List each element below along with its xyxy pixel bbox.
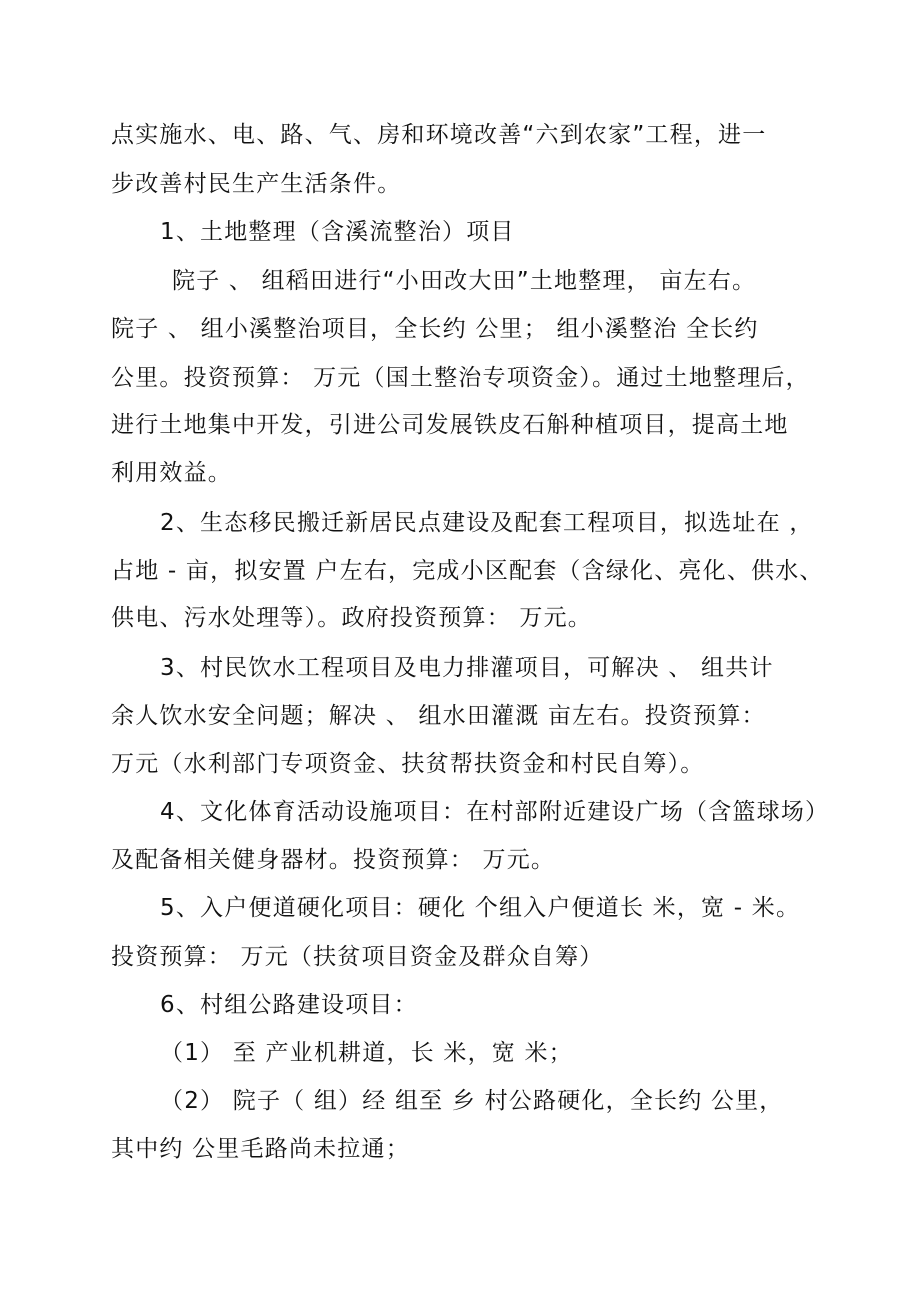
- text-line: 院子 、 组稻田进行“小田改大田”土地整理， 亩左右。: [172, 268, 757, 294]
- text-line: 4、文化体育活动设施项目：在村部附近建设广场（含篮球场）: [160, 799, 830, 825]
- text-line: 占地 - 亩，拟安置 户左右，完成小区配套（含绿化、亮化、供水、: [111, 558, 824, 584]
- text-line: 点实施水、电、路、气、房和环境改善“六到农家”工程，进一: [111, 122, 767, 148]
- text-line: 其中约 公里毛路尚未拉通；: [111, 1136, 410, 1162]
- text-line: 供电、污水处理等）。政府投资预算： 万元。: [111, 605, 593, 631]
- text-line: 2、生态移民搬迁新居民点建设及配套工程项目，拟选址在 ，: [160, 510, 814, 536]
- text-line: 投资预算： 万元（扶贫项目资金及群众自筹）: [111, 944, 604, 970]
- text-line: 院子 、 组小溪整治项目，全长约 公里； 组小溪整治 全长约: [111, 316, 759, 342]
- text-line: 1、土地整理（含溪流整治）项目: [160, 219, 515, 245]
- text-line: 3、村民饮水工程项目及电力排灌项目，可解决 、 组共计: [160, 655, 774, 681]
- text-line: 余人饮水安全问题；解决 、 组水田灌溉 亩左右。投资预算：: [111, 703, 766, 729]
- text-line: 6、村组公路建设项目：: [160, 992, 418, 1018]
- text-line: 步改善村民生产生活条件。: [111, 171, 402, 197]
- text-line: 5、入户便道硬化项目：硬化 个组入户便道长 米，宽 - 米。: [160, 895, 801, 921]
- text-line: （2） 院子（ 组）经 组至 乡 村公路硬化，全长约 公里，: [160, 1088, 784, 1114]
- text-line: 及配备相关健身器材。投资预算： 万元。: [111, 847, 556, 873]
- text-line: 万元（水利部门专项资金、扶贫帮扶资金和村民自筹）。: [111, 751, 705, 777]
- text-line: 进行土地集中开发，引进公司发展铁皮石斛种植项目，提高土地: [111, 412, 789, 438]
- text-line: （1） 至 产业机耕道，长 米，宽 米；: [160, 1040, 573, 1066]
- text-line: 公里。投资预算： 万元（国土整治专项资金）。通过土地整理后，: [111, 365, 810, 391]
- text-line: 利用效益。: [111, 460, 232, 486]
